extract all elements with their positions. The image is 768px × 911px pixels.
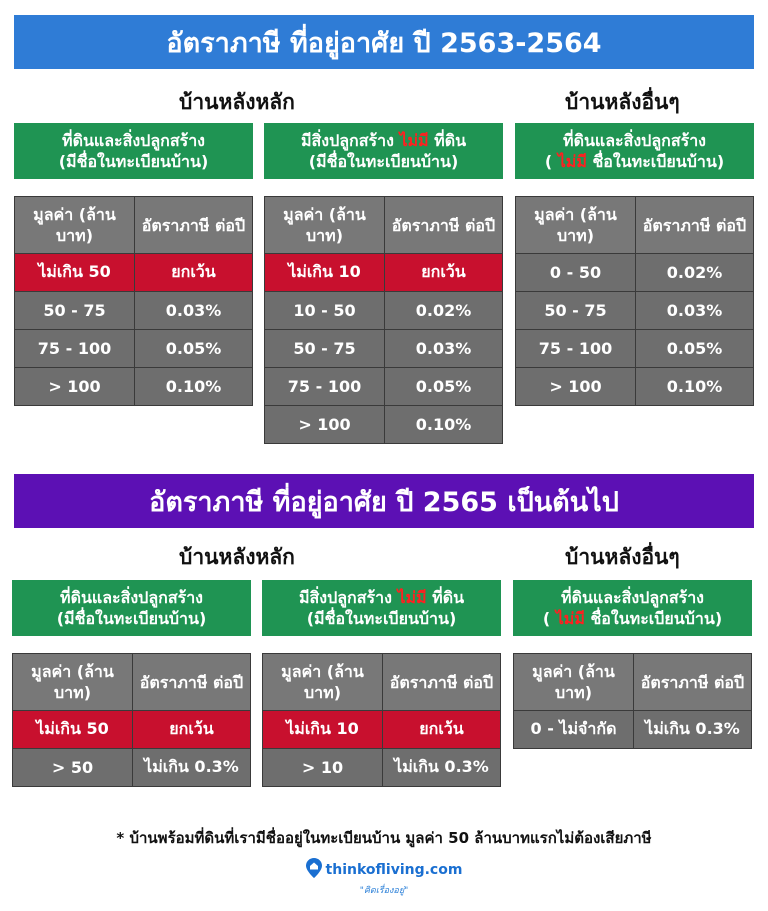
table-row	[516, 254, 754, 292]
rate-cell: 0.05%	[385, 368, 503, 406]
rate-cell: 0.10%	[385, 406, 503, 444]
s2-col2-rate-table	[262, 653, 501, 787]
rate-cell: 0.02%	[636, 254, 754, 292]
header-rate-cell: อัตราภาษี ต่อปี	[636, 197, 754, 254]
s1-col3-category-box	[515, 123, 754, 179]
rate-cell: 0.03%	[135, 292, 253, 330]
s2-col1-box-line1: ที่ดินและสิ่งปลูกสร้าง	[60, 588, 203, 607]
value-cell: 50 - 75	[516, 292, 636, 330]
value-cell: 75 - 100	[265, 368, 385, 406]
rate-cell: 0.03%	[636, 292, 754, 330]
header-rate-cell: อัตราภาษี ต่อปี	[383, 654, 501, 711]
s2-col2-box-line2: (มีชื่อในทะเบียนบ้าน)	[306, 609, 457, 628]
value-cell: 0 - 50	[516, 254, 636, 292]
section1-main-home-heading: บ้านหลังหลัก	[179, 90, 295, 114]
rate-cell: 0.05%	[135, 330, 253, 368]
s2-col2-box-line1	[299, 587, 464, 608]
table-row	[265, 292, 503, 330]
box-line2-red-word: ไม่มี	[557, 152, 587, 171]
rate-cell: 0.03%	[385, 330, 503, 368]
rate-cell: 0.10%	[636, 368, 754, 406]
box-line1-pre: มีสิ่งปลูกสร้าง	[298, 588, 398, 607]
rate-cell: ยกเว้น	[133, 711, 251, 749]
rate-cell: ยกเว้น	[383, 711, 501, 749]
value-cell: > 100	[516, 368, 636, 406]
value-cell: ไม่เกิน 10	[265, 254, 385, 292]
section2-title-banner	[14, 474, 754, 528]
table-row	[516, 292, 754, 330]
box-line2-post: ชื่อในทะเบียนบ้าน)	[584, 609, 723, 628]
table-row	[15, 254, 253, 292]
table-row	[13, 711, 251, 749]
section2-other-home-heading: บ้านหลังอื่นๆ	[565, 545, 680, 569]
s2-col3-box-line2	[543, 608, 722, 629]
s2-col3-rate-table	[513, 653, 752, 749]
header-value-cell: มูลค่า (ล้านบาท)	[516, 197, 636, 254]
s1-col2-box-line2: (มีชื่อในทะเบียนบ้าน)	[308, 152, 459, 171]
table-row	[15, 330, 253, 368]
s2-col1-category-box	[12, 580, 251, 636]
value-cell: 10 - 50	[265, 292, 385, 330]
box-line1-red-word: ไม่มี	[397, 588, 427, 607]
header-value-cell: มูลค่า (ล้านบาท)	[265, 197, 385, 254]
s1-col2-box-line1	[301, 130, 466, 151]
table-row	[265, 330, 503, 368]
value-cell: 50 - 75	[15, 292, 135, 330]
box-line1-red-word: ไม่มี	[399, 131, 429, 150]
s1-col1-box-line2: (มีชื่อในทะเบียนบ้าน)	[58, 152, 209, 171]
header-rate-cell: อัตราภาษี ต่อปี	[133, 654, 251, 711]
box-line1-post: ที่ดิน	[426, 588, 465, 607]
section1-title-banner	[14, 15, 754, 69]
table-row	[516, 368, 754, 406]
box-line2-pre: (	[542, 609, 556, 628]
logo-row	[306, 858, 463, 882]
logo-text: thinkofliving.com	[325, 862, 463, 878]
table-row	[514, 711, 752, 749]
value-cell: 75 - 100	[516, 330, 636, 368]
s1-col3-box-line1: ที่ดินและสิ่งปลูกสร้าง	[563, 131, 706, 150]
s1-col1-box-line1: ที่ดินและสิ่งปลูกสร้าง	[62, 131, 205, 150]
section1-title: อัตราภาษี ที่อยู่อาศัย ปี 2563-2564	[166, 27, 602, 59]
table-row	[263, 749, 501, 787]
value-cell: 75 - 100	[15, 330, 135, 368]
header-value-cell: มูลค่า (ล้านบาท)	[13, 654, 133, 711]
value-cell: ไม่เกิน 50	[13, 711, 133, 749]
table-row	[15, 292, 253, 330]
table-row	[15, 368, 253, 406]
rate-cell: ไม่เกิน 0.3%	[133, 749, 251, 787]
box-line2-post: ชื่อในทะเบียนบ้าน)	[586, 152, 725, 171]
value-cell: ไม่เกิน 50	[15, 254, 135, 292]
section2-title: อัตราภาษี ที่อยู่อาศัย ปี 2565 เป็นต้นไป	[149, 486, 619, 518]
header-value-cell: มูลค่า (ล้านบาท)	[263, 654, 383, 711]
header-rate-cell: อัตราภาษี ต่อปี	[634, 654, 752, 711]
s1-col3-rate-table	[515, 196, 754, 406]
value-cell: 0 - ไม่จำกัด	[514, 711, 634, 749]
value-cell: 50 - 75	[265, 330, 385, 368]
box-line2-red-word: ไม่มี	[555, 609, 585, 628]
table-header-row	[516, 197, 754, 254]
rate-cell: 0.02%	[385, 292, 503, 330]
rate-cell: 0.10%	[135, 368, 253, 406]
header-rate-cell: อัตราภาษี ต่อปี	[135, 197, 253, 254]
value-cell: > 50	[13, 749, 133, 787]
site-logo	[0, 858, 768, 897]
footnote: * บ้านพร้อมที่ดินที่เรามีชื่ออยู่ในทะเบียนบ้าน มูลค่า 50 ล้านบาทแรกไม่ต้องเสียภาษี	[116, 829, 652, 847]
rate-cell: ไม่เกิน 0.3%	[634, 711, 752, 749]
box-line1-pre: มีสิ่งปลูกสร้าง	[300, 131, 400, 150]
location-pin-icon	[306, 858, 322, 882]
box-line1-post: ที่ดิน	[428, 131, 467, 150]
table-row	[265, 254, 503, 292]
value-cell: > 100	[15, 368, 135, 406]
s2-col3-box-line1: ที่ดินและสิ่งปลูกสร้าง	[561, 588, 704, 607]
rate-cell: ไม่เกิน 0.3%	[383, 749, 501, 787]
table-header-row	[514, 654, 752, 711]
s1-col3-box-line2	[545, 151, 724, 172]
rate-cell: ยกเว้น	[135, 254, 253, 292]
value-cell: > 10	[263, 749, 383, 787]
s1-col2-rate-table	[264, 196, 503, 444]
value-cell: ไม่เกิน 10	[263, 711, 383, 749]
s2-col2-category-box	[262, 580, 501, 636]
s1-col2-category-box	[264, 123, 503, 179]
value-cell: > 100	[265, 406, 385, 444]
header-rate-cell: อัตราภาษี ต่อปี	[385, 197, 503, 254]
table-header-row	[15, 197, 253, 254]
table-header-row	[13, 654, 251, 711]
table-row	[265, 406, 503, 444]
header-value-cell: มูลค่า (ล้านบาท)	[15, 197, 135, 254]
table-row	[516, 330, 754, 368]
s2-col1-box-line2: (มีชื่อในทะเบียนบ้าน)	[56, 609, 207, 628]
table-row	[13, 749, 251, 787]
table-header-row	[263, 654, 501, 711]
logo-tagline: "คิดเรื่องอยู่"	[359, 886, 409, 896]
s1-col1-category-box	[14, 123, 253, 179]
section1-other-home-heading: บ้านหลังอื่นๆ	[565, 90, 680, 114]
table-header-row	[265, 197, 503, 254]
s1-col1-rate-table	[14, 196, 253, 406]
header-value-cell: มูลค่า (ล้านบาท)	[514, 654, 634, 711]
box-line2-pre: (	[544, 152, 558, 171]
section2-main-home-heading: บ้านหลังหลัก	[179, 545, 295, 569]
rate-cell: 0.05%	[636, 330, 754, 368]
s2-col3-category-box	[513, 580, 752, 636]
table-row	[265, 368, 503, 406]
table-row	[263, 711, 501, 749]
rate-cell: ยกเว้น	[385, 254, 503, 292]
s2-col1-rate-table	[12, 653, 251, 787]
